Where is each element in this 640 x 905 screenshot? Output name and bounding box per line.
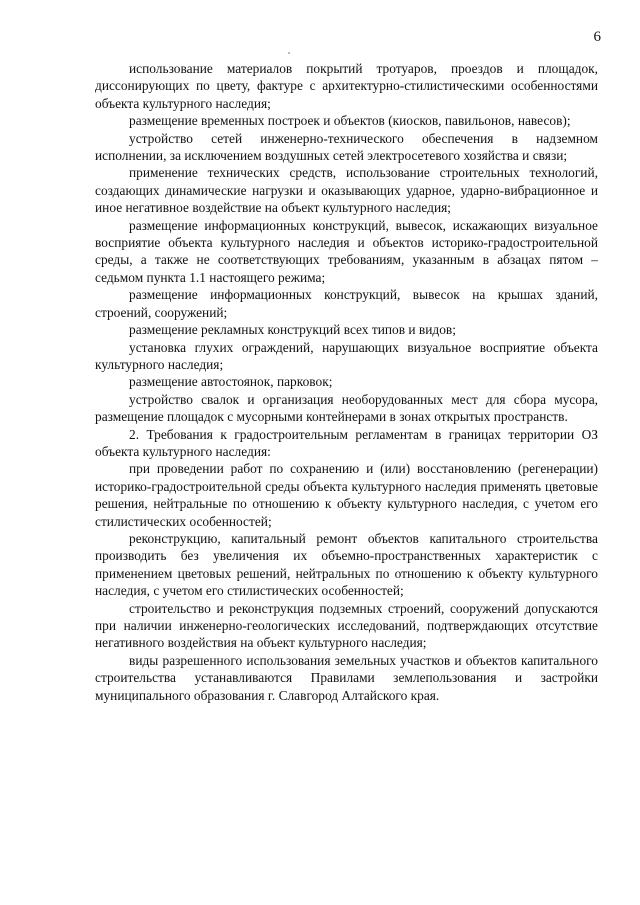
paragraph: использование материалов покрытий тротуаров, проездов и площадок, диссонирующих по цвету, фактуре с архитектурно-стилистическими особенностями объекта культурного наследия;: [95, 61, 598, 111]
paragraph: реконструкцию, капитальный ремонт объектов капитального строительства производить без увеличения их объемно-пространственных характеристик с применением цветовых решений, нейтральных по отношению к объекту культурного наследия, с учетом его стилистических особенностей;: [95, 530, 598, 599]
section-heading-paragraph: 2. Требования к градостроительным регламентам в границах территории ОЗ объекта культурного наследия:: [95, 426, 598, 459]
paragraph: виды разрешенного использования земельных участков и объектов капитального строительства устанавливаются Правилами землепользования и застройки муниципального образования г. Славгород Алтайского края.: [95, 652, 598, 703]
paragraph: размещение информационных конструкций, вывесок на крышах зданий, строений, сооружений;: [95, 287, 598, 320]
paragraph: размещение автостоянок, парковок;: [129, 374, 333, 390]
document-body: [95, 60, 598, 704]
paragraph: размещение информационных конструкций, вывесок, искажающих визуальное восприятие объекта культурного наследия и объектов историко-градостроительной среды, а также не соответствующих требованиям, указанным в абзацах пятом – седьмом пункта 1.1 настоящего режима;: [95, 217, 598, 285]
scan-artifact: [288, 52, 290, 54]
page-number: 6: [593, 29, 601, 45]
paragraph: установка глухих ограждений, нарушающих визуальное восприятие объекта культурного наследия;: [95, 339, 598, 372]
paragraph: размещение рекламных конструкций всех типов и видов;: [129, 322, 456, 338]
paragraph: размещение временных построек и объектов (киосков, павильонов, навесов);: [129, 113, 571, 129]
paragraph: применение технических средств, использование строительных технологий, создающих динамические нагрузки и оказывающих ударное, ударно-вибрационное и иное негативное воздействие на объект культурного наследия;: [95, 165, 598, 216]
paragraph: устройство свалок и организация необорудованных мест для сбора мусора, размещение площадок с мусорными контейнерами в зонах открытых пространств.: [95, 391, 598, 425]
paragraph: устройство сетей инженерно-технического обеспечения в надземном исполнении, за исключением воздушных сетей электросетевого хозяйства и связи;: [95, 130, 598, 164]
paragraph: строительство и реконструкция подземных строений, сооружений допускаются при наличии инженерно-геологических исследований, подтверждающих отсутствие негативного воздействия на объект культурного наследия;: [95, 600, 598, 651]
paragraph: при проведении работ по сохранению и (или) восстановлению (регенерации) историко-градостроительной среды объекта культурного наследия применять цветовые решения, нейтральные по отношению к объекту культурного наследия, с учетом его стилистических особенностей;: [95, 461, 598, 529]
